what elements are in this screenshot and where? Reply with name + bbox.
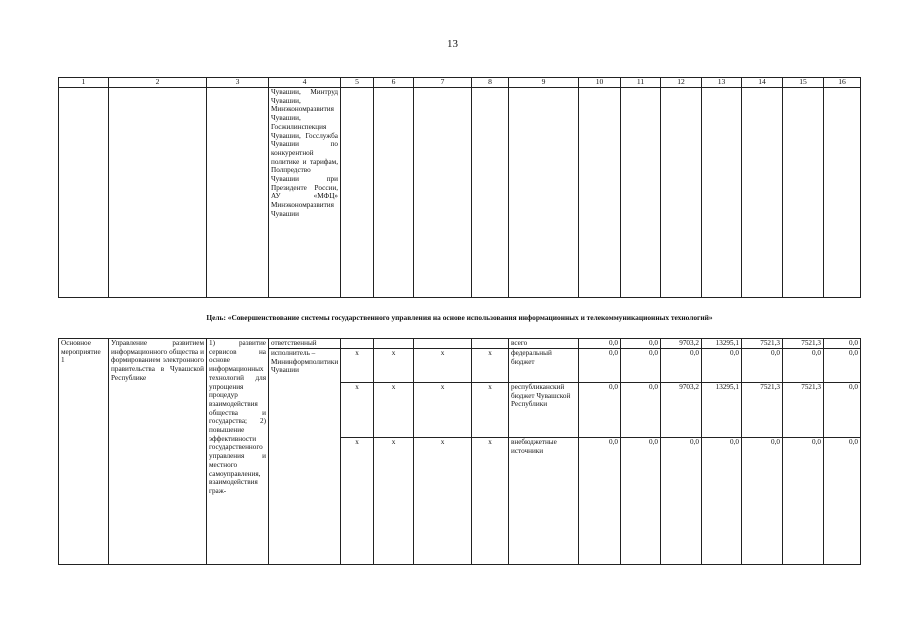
header-cell: 9 <box>509 78 579 88</box>
responsible-label: ответственный <box>269 339 341 349</box>
source-cell: федеральный бюджет <box>509 349 579 383</box>
header-cell: 1 <box>59 78 109 88</box>
value-cell: 13295,1 <box>702 383 742 438</box>
value-cell: 0,0 <box>661 349 702 383</box>
value-cell: 0,0 <box>579 339 621 349</box>
table-row: исполнитель – Мининформполитики Чувашии x x x x федеральный бюджет 0,0 0,0 0,0 0,0 0,0 0,0 0,0 <box>59 349 861 383</box>
value-cell: 0,0 <box>824 339 861 349</box>
header-cell: 4 <box>269 78 341 88</box>
event-status: Основное мероприятие 1 <box>59 339 109 565</box>
executors-cell: Чувашии, Минтруд Чувашии, Минэкономразвития Чувашии, Госжилинспекция Чувашии, Госслужба Чувашии по конкурентной политике и тарифам, Полпредство Чувашии при Президенте России, АУ «МФЦ» Минэкономразвития Чувашии <box>269 88 341 298</box>
event-tasks: 1) развитие сервисов на основе информационных технологий для упрощения процедур взаимодействия общества и государства; 2) повышение эффективности государственного управления и местного самоуправления, взаимодействия граж- <box>207 339 269 565</box>
source-cell: всего <box>509 339 579 349</box>
value-cell: 9703,2 <box>661 339 702 349</box>
header-cell: 6 <box>374 78 414 88</box>
table-row <box>59 339 861 349</box>
value-cell: 0,0 <box>621 383 661 438</box>
header-cell: 11 <box>621 78 661 88</box>
value-cell: 0,0 <box>621 349 661 383</box>
value-cell: 13295,1 <box>702 339 742 349</box>
value-cell: 0,0 <box>579 349 621 383</box>
table-row: x x x x внебюджетные источники 0,0 0,0 0,0 0,0 0,0 0,0 0,0 <box>59 438 861 565</box>
value-cell: 0,0 <box>783 438 824 565</box>
header-row <box>59 78 861 88</box>
header-cell: 13 <box>702 78 742 88</box>
header-cell: 12 <box>661 78 702 88</box>
value-cell: 0,0 <box>824 383 861 438</box>
continued-row <box>59 88 861 298</box>
page-number: 13 <box>447 38 458 50</box>
table-row: x x x x республиканский бюджет Чувашской Республики 0,0 0,0 9703,2 13295,1 7521,3 7521,3 0,0 <box>59 383 861 438</box>
value-cell: 0,0 <box>783 349 824 383</box>
value-cell: 0,0 <box>621 438 661 565</box>
value-cell: 7521,3 <box>742 339 783 349</box>
source-cell: республиканский бюджет Чувашской Республики <box>509 383 579 438</box>
value-cell: 0,0 <box>702 438 742 565</box>
event-name: Управление развитием информационного общества и формированием электронного правительства в Чувашской Республике <box>109 339 207 565</box>
value-cell: 0,0 <box>621 339 661 349</box>
header-cell: 3 <box>207 78 269 88</box>
value-cell: 0,0 <box>824 438 861 565</box>
responsible-cell: исполнитель – Мининформполитики Чувашии <box>269 349 341 565</box>
value-cell: 0,0 <box>742 438 783 565</box>
value-cell: 7521,3 <box>783 339 824 349</box>
value-cell: 9703,2 <box>661 383 702 438</box>
value-cell: 0,0 <box>742 349 783 383</box>
header-cell: 5 <box>341 78 374 88</box>
header-cell: 15 <box>783 78 824 88</box>
header-cell: 7 <box>414 78 472 88</box>
header-cell: 14 <box>742 78 783 88</box>
value-cell: 7521,3 <box>742 383 783 438</box>
header-cell: 16 <box>824 78 861 88</box>
program-table <box>58 77 861 565</box>
header-cell: 8 <box>472 78 509 88</box>
goal-row <box>59 298 861 339</box>
header-cell: 2 <box>109 78 207 88</box>
source-cell: внебюджетные источники <box>509 438 579 565</box>
value-cell: 0,0 <box>702 349 742 383</box>
value-cell: 0,0 <box>579 438 621 565</box>
goal-text: Цель: «Совершенствование системы государственного управления на основе использования информационных и телекоммуникационных технологий» <box>59 298 861 339</box>
value-cell: 7521,3 <box>783 383 824 438</box>
value-cell: 0,0 <box>824 349 861 383</box>
value-cell: 0,0 <box>579 383 621 438</box>
value-cell: 0,0 <box>661 438 702 565</box>
header-cell: 10 <box>579 78 621 88</box>
